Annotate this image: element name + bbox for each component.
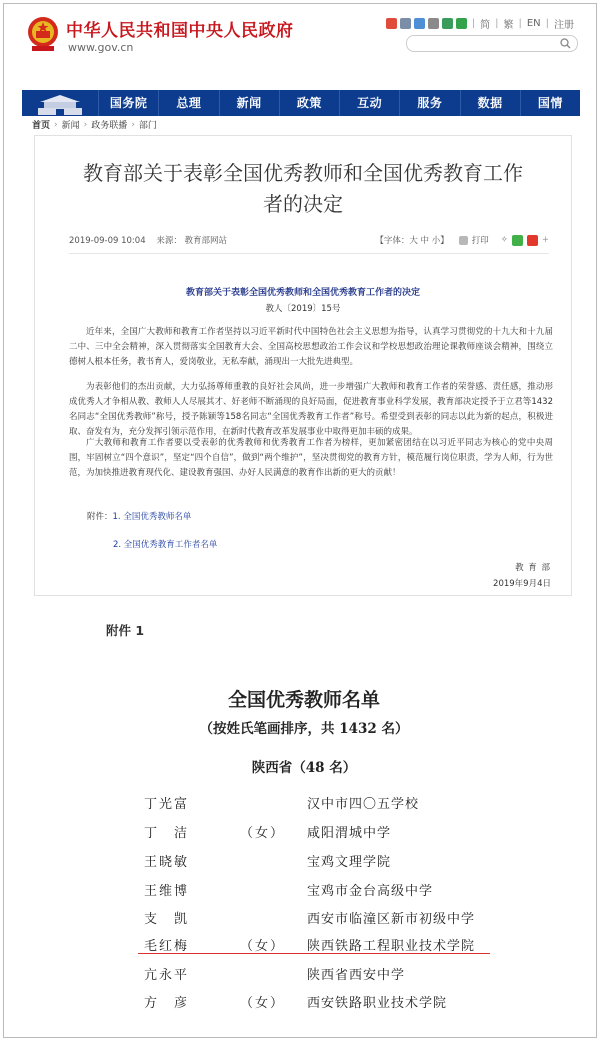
list-row (4, 964, 600, 992)
search-input[interactable] (406, 35, 578, 52)
article-source: 来源： 教育部网站 (156, 236, 228, 246)
article-paragraph: 为表彰他们的杰出贡献，大力弘扬尊师重教的良好社会风尚，进一步增强广大教师和教育工作者的荣誉感、责任感，推动形成优秀人才争相从教、教师人人尽展其才、好老师不断涌现的良好局面，促进教育事业科学发展，教育部决定授予于立君等1432名同志“全国优秀教师”称号，授予陈颖等158名同志“全国优秀教育工作者”称号。希望受到表彰的同志以此为新的起点，积极进取、奋发有为，充分发挥引领示范作用，在新时代教育改革发展事业中取得更加丰硕的成果。 (69, 382, 553, 437)
list-row (4, 880, 600, 908)
nav-item-policy[interactable]: 政策 (279, 90, 339, 116)
annex-label: 附件 1 (106, 623, 145, 638)
nav-item-data[interactable]: 数据 (460, 90, 520, 116)
top-links: | 简 | 繁 | EN | 注册 (386, 16, 574, 31)
article-meta (69, 234, 549, 250)
teacher-name: 方 彦 (144, 996, 190, 1011)
province-heading: 陕西省（48 名） (251, 760, 357, 776)
breadcrumb-home[interactable]: 首页 (32, 121, 51, 131)
highlight-underline (138, 953, 490, 954)
site-header (4, 4, 596, 89)
nav-item-interaction[interactable]: 互动 (339, 90, 399, 116)
lang-traditional[interactable]: 繁 (503, 20, 514, 31)
publish-date: 2019-09-09 10:04 (69, 236, 146, 246)
list-row (4, 822, 600, 850)
national-emblem-icon[interactable] (26, 14, 60, 54)
share-icon[interactable]: ✧ (500, 235, 508, 245)
app-icon[interactable] (414, 18, 425, 29)
teacher-gender: （女） (240, 996, 286, 1011)
nav-item-services[interactable]: 服务 (399, 90, 459, 116)
sign-date: 2019年9月4日 (493, 579, 551, 589)
teacher-name: 王维博 (144, 884, 190, 899)
nav-item-state-council[interactable]: 国务院 (98, 90, 158, 116)
teacher-school: 宝鸡市金台高级中学 (307, 884, 434, 899)
signer: 教 育 部 (515, 563, 551, 573)
more-share-icon[interactable]: + (541, 235, 549, 245)
breadcrumb-news[interactable]: 新闻 (61, 121, 80, 131)
list-row (4, 992, 600, 1020)
nav-gate-icon[interactable] (22, 90, 98, 116)
teacher-name: 丁 洁 (144, 826, 190, 841)
wechat-share-icon[interactable] (512, 235, 523, 246)
teacher-school: 陕西铁路工程职业技术学院 (307, 939, 476, 954)
teacher-name: 亢永平 (144, 968, 190, 983)
list-title: 全国优秀教师名单 (227, 689, 380, 711)
nav-item-news[interactable]: 新闻 (219, 90, 279, 116)
print-icon[interactable] (459, 236, 468, 245)
search-icon[interactable] (560, 38, 571, 49)
mail-icon[interactable] (400, 18, 411, 29)
nav-item-premier[interactable]: 总理 (158, 90, 218, 116)
list-row (4, 793, 600, 821)
teacher-school: 西安市临潼区新市初级中学 (307, 912, 476, 927)
print-button[interactable]: 打印 (471, 236, 489, 246)
article-box (34, 135, 572, 596)
weibo-share-icon[interactable] (527, 235, 538, 246)
attachments-label: 附件： (87, 512, 113, 522)
document-number: 教人〔2019〕15号 (265, 304, 341, 314)
teacher-gender: （女） (240, 826, 286, 841)
teacher-school: 陕西省西安中学 (307, 968, 406, 983)
site-url: www.gov.cn (68, 41, 134, 54)
font-size-control[interactable]: 【字体：大 中 小】 (375, 236, 449, 246)
teacher-school: 西安铁路职业技术学院 (307, 996, 448, 1011)
teacher-name: 毛红梅 (144, 939, 190, 954)
teacher-gender: （女） (240, 939, 286, 954)
document-title: 教育部关于表彰全国优秀教师和全国优秀教育工作者的决定 (185, 288, 420, 298)
breadcrumb-departments[interactable]: 部门 (138, 121, 157, 131)
list-row-highlighted (4, 935, 600, 963)
message-icon[interactable] (442, 18, 453, 29)
attachment-link-teachers[interactable]: 1. 全国优秀教师名单 (112, 512, 192, 522)
meta-divider (69, 253, 549, 254)
list-row (4, 908, 600, 936)
teacher-name: 丁光富 (144, 797, 190, 812)
list-subtitle: （按姓氏笔画排序，共 1432 名） (199, 721, 409, 737)
attachment-list (87, 510, 191, 522)
teacher-school: 宝鸡文理学院 (307, 855, 392, 870)
lang-english[interactable]: EN (526, 18, 541, 29)
teacher-school: 咸阳渭城中学 (307, 826, 392, 841)
site-title[interactable]: 中华人民共和国中央人民政府 (66, 21, 294, 41)
teacher-school: 汉中市四〇五学校 (307, 797, 420, 812)
wechat-icon[interactable] (456, 18, 467, 29)
main-nav (22, 90, 580, 116)
weibo-icon[interactable] (386, 18, 397, 29)
breadcrumb-gov-affairs[interactable]: 政务联播 (91, 121, 128, 131)
article-paragraph: 近年来，全国广大教师和教育工作者坚持以习近平新时代中国特色社会主义思想为指导，认真学习贯彻党的十九大和十九届二中、三中全会精神，深入贯彻落实全国教育大会、全国高校思想政治工作会议和学校思想政治理论课教师座谈会精神，围绕立德树人根本任务，教书育人，爱岗敬业，无私奉献，涌现出一大批先进典型。 (69, 327, 553, 367)
breadcrumb: 首页 › 新闻 › 政务联播 › 部门 (32, 119, 157, 131)
register-link[interactable]: 注册 (554, 20, 574, 31)
nav-item-national-info[interactable]: 国情 (520, 90, 580, 116)
page-title: 教育部关于表彰全国优秀教师和全国优秀教育工作者的决定 (83, 161, 523, 216)
mobile-icon[interactable] (428, 18, 439, 29)
article-paragraph: 广大教师和教育工作者要以受表彰的优秀教师和优秀教育工作者为榜样，更加紧密团结在以习近平同志为核心的党中央周围，牢固树立“四个意识”，坚定“四个自信”，做到“两个维护”，坚决贯彻党的教育方针，模范履行岗位职责，学为人师，行为世范，为加快推进教育现代化、建设教育强国、办好人民满意的教育作出新的更大的贡献！ (69, 438, 553, 478)
attachment-link-educators[interactable]: 2. 全国优秀教育工作者名单 (113, 540, 218, 550)
list-row (4, 851, 600, 879)
lang-simplified[interactable]: 简 (480, 20, 491, 31)
teacher-name: 王晓敏 (144, 855, 190, 870)
page-frame (3, 3, 597, 1038)
teacher-name: 支 凯 (144, 912, 190, 927)
